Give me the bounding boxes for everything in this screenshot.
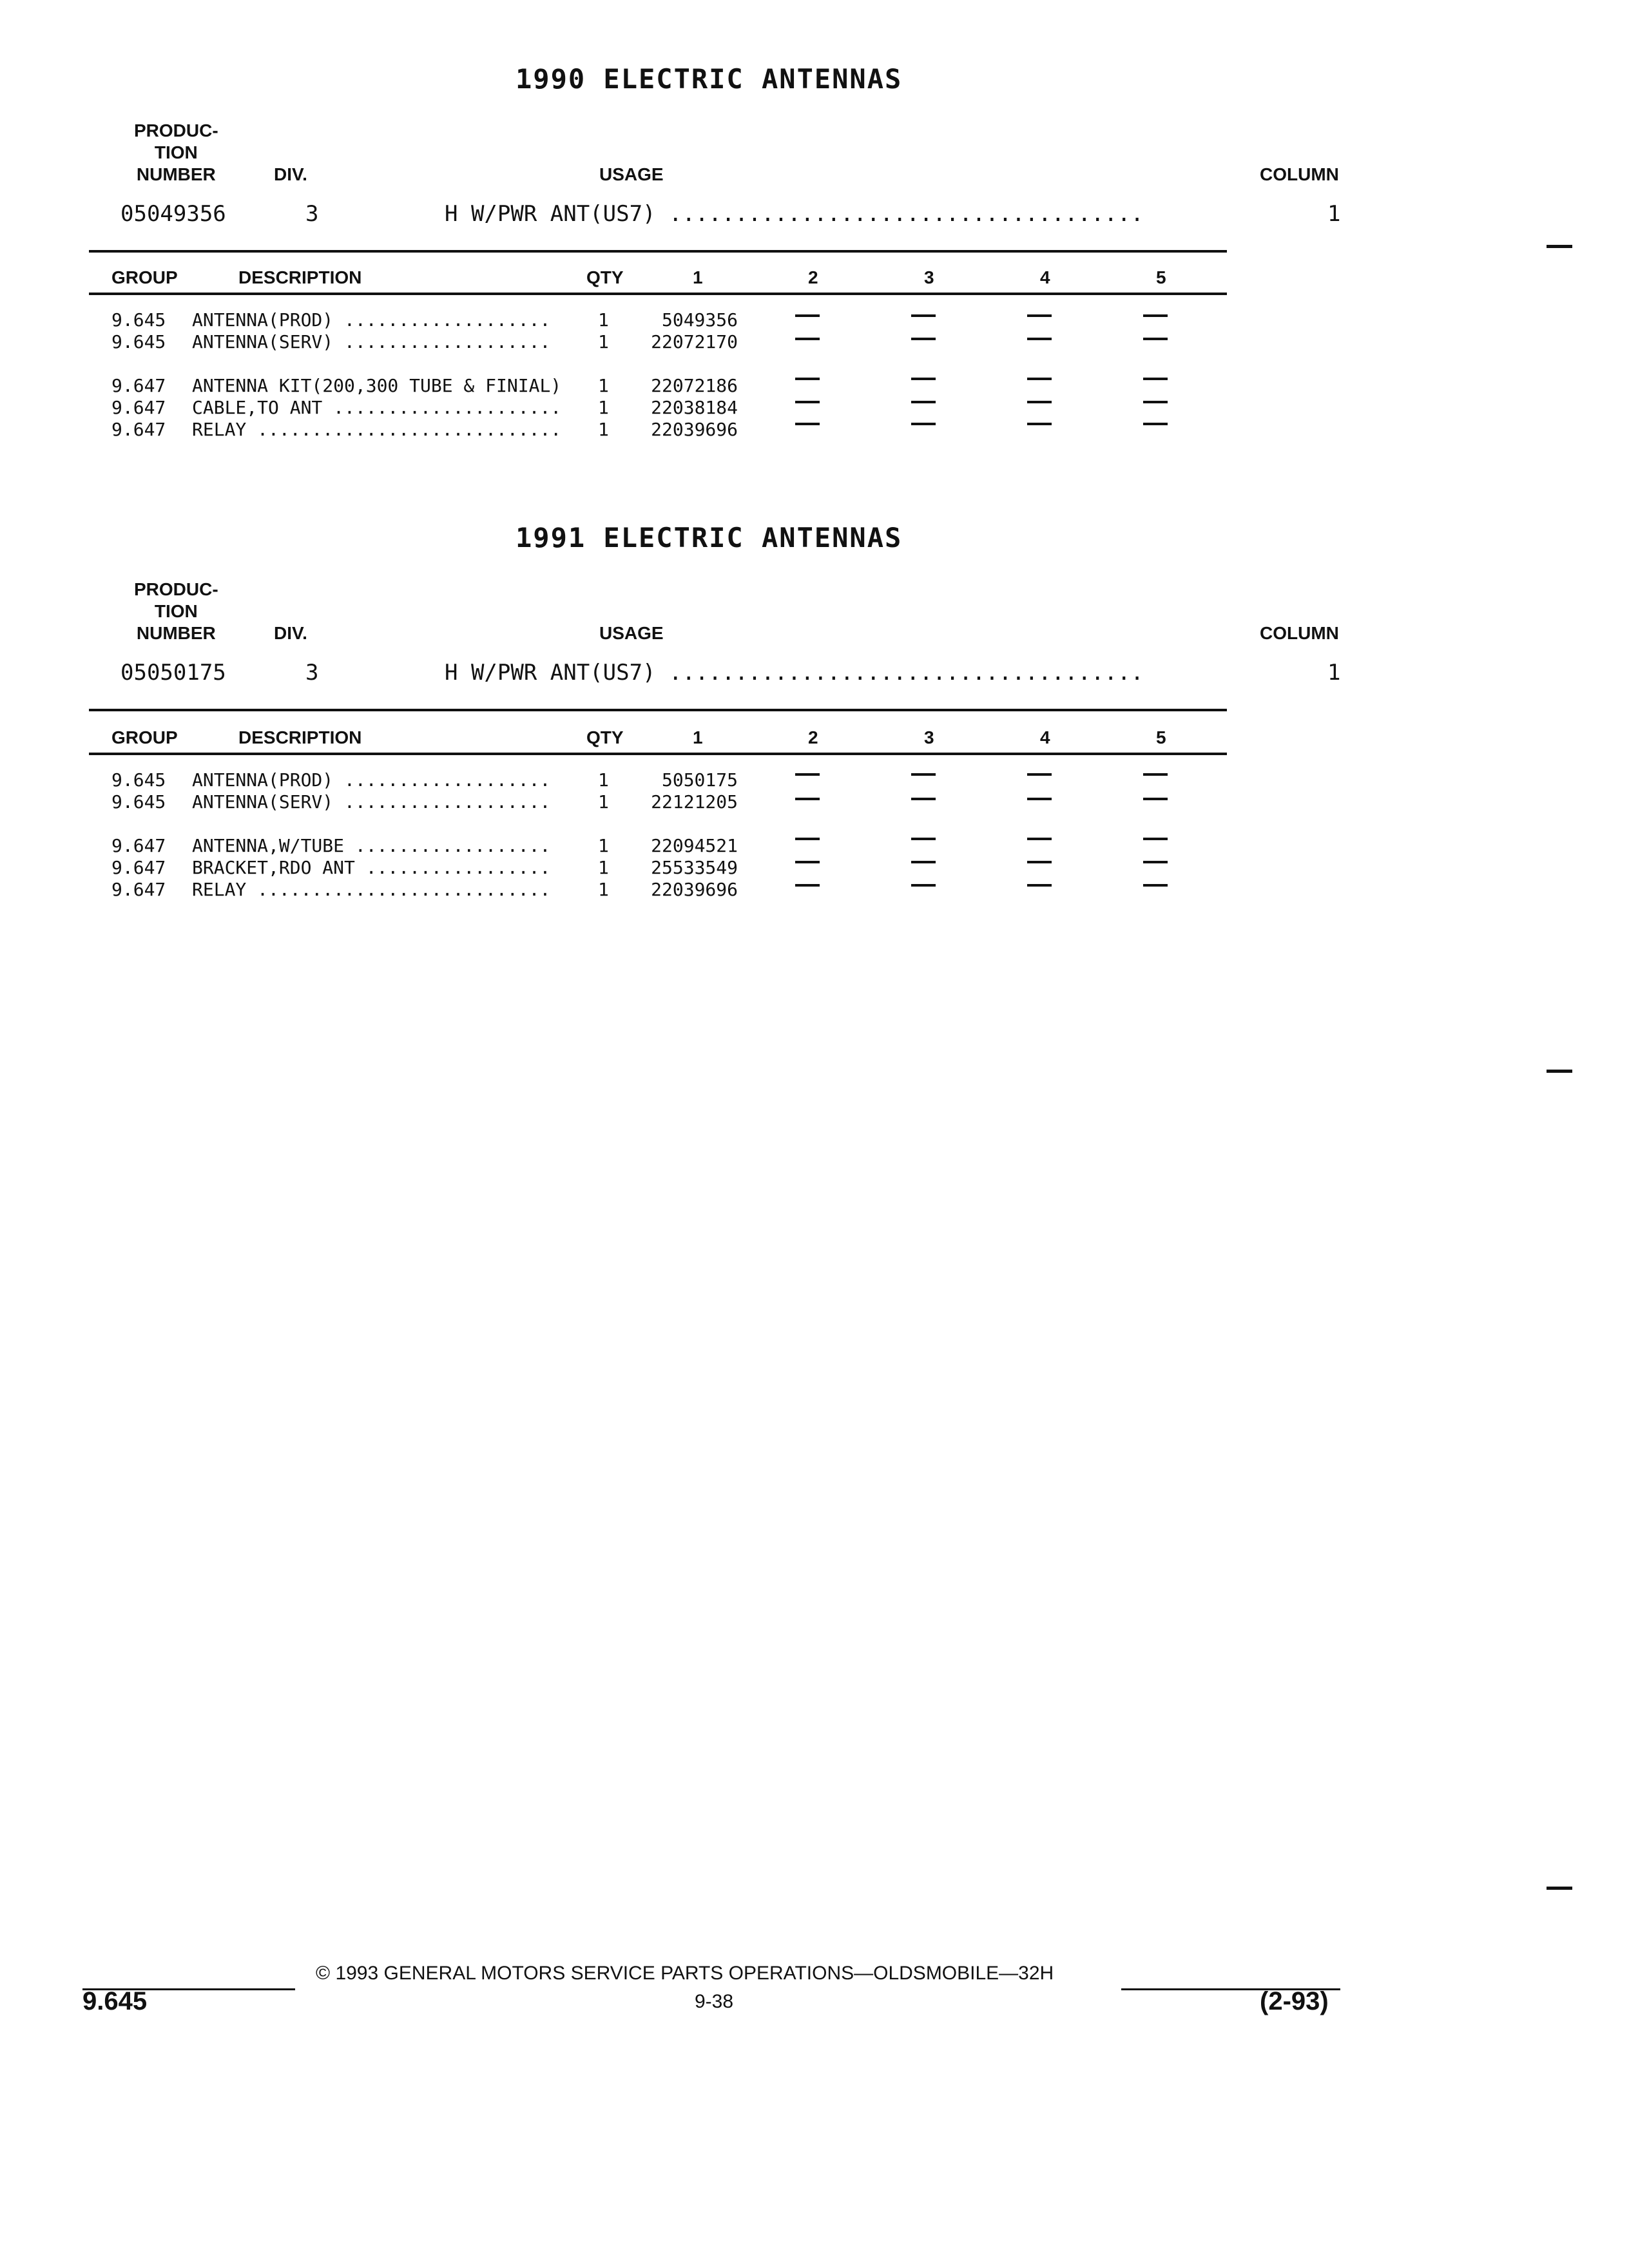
row-col5-dash [1143,798,1168,800]
row-col3-dash [911,401,936,403]
column-label: COLUMN [1260,623,1339,643]
row-group: 9.645 [111,331,166,352]
table-header-col2: 2 [808,727,818,747]
row-part-number: 22038184 [651,397,738,418]
table-header-rule [89,293,1227,295]
row-description: BRACKET,RDO ANT ................. [192,857,551,878]
row-col5-dash [1143,773,1168,776]
footer-page-number: 9-38 [695,1991,734,2012]
row-group: 9.647 [111,375,166,396]
row-col4-dash [1027,773,1052,776]
row-col5-dash [1143,338,1168,340]
row-col5-dash [1143,423,1168,425]
section-title: 1991 ELECTRIC ANTENNAS [516,522,903,553]
production-number-label: PRODUC- TION NUMBER [134,120,218,184]
row-description: ANTENNA(SERV) ................... [192,331,551,352]
table-top-rule [89,709,1227,711]
footer-date-code: (2-93) [1260,1987,1329,2015]
row-col3-dash [911,838,936,840]
row-col2-dash [795,838,820,840]
div-label: DIV. [274,164,307,184]
row-col4-dash [1027,378,1052,380]
row-qty: 1 [598,309,609,331]
production-column: 1 [1327,201,1341,227]
row-qty: 1 [598,375,609,396]
section-title: 1990 ELECTRIC ANTENNAS [516,63,903,95]
row-col5-dash [1143,314,1168,317]
row-qty: 1 [598,835,609,856]
row-col5-dash [1143,401,1168,403]
row-col5-dash [1143,884,1168,887]
row-part-number: 22072186 [651,375,738,396]
row-col4-dash [1027,798,1052,800]
row-description: RELAY ........................... [192,879,551,900]
table-header-col4: 4 [1040,267,1050,287]
table-header-description: DESCRIPTION [238,267,362,287]
footer-copyright: © 1993 GENERAL MOTORS SERVICE PARTS OPERATIONS—OLDSMOBILE—32H [316,1963,1054,1984]
row-description: CABLE,TO ANT ..................... [192,397,562,418]
row-col2-dash [795,423,820,425]
row-part-number: 22072170 [651,331,738,352]
row-part-number: 22121205 [651,791,738,812]
row-group: 9.645 [111,769,166,791]
row-col2-dash [795,884,820,887]
table-header-col5: 5 [1156,267,1166,287]
production-div: 3 [305,660,319,686]
row-col4-dash [1027,861,1052,863]
row-col4-dash [1027,423,1052,425]
row-group: 9.647 [111,879,166,900]
table-header-col5: 5 [1156,727,1166,747]
table-top-rule [89,250,1227,253]
table-header-qty: QTY [586,267,624,287]
production-number-label: PRODUC- TION NUMBER [134,579,218,643]
div-label: DIV. [274,623,307,643]
row-qty: 1 [598,331,609,352]
row-col2-dash [795,378,820,380]
row-col2-dash [795,314,820,317]
table-header-col2: 2 [808,267,818,287]
row-col4-dash [1027,884,1052,887]
row-part-number: 25533549 [651,857,738,878]
production-number: 05049356 [120,201,226,227]
production-usage: H W/PWR ANT(US7) .................................... [445,660,1144,686]
row-col3-dash [911,798,936,800]
table-header-rule [89,753,1227,755]
row-group: 9.647 [111,857,166,878]
table-header-group: GROUP [111,727,178,747]
row-col2-dash [795,773,820,776]
row-description: ANTENNA,W/TUBE .................. [192,835,551,856]
row-col3-dash [911,314,936,317]
row-description: ANTENNA(PROD) ................... [192,309,551,331]
row-qty: 1 [598,419,609,440]
row-part-number: 22094521 [651,835,738,856]
table-header-col3: 3 [924,267,934,287]
footer-group-number: 9.645 [82,1987,148,2015]
row-col4-dash [1027,401,1052,403]
row-qty: 1 [598,397,609,418]
margin-mark [1547,1887,1572,1890]
row-qty: 1 [598,857,609,878]
margin-mark [1547,245,1572,248]
row-col3-dash [911,423,936,425]
row-col2-dash [795,338,820,340]
table-header-col4: 4 [1040,727,1050,747]
row-col3-dash [911,773,936,776]
row-col4-dash [1027,838,1052,840]
row-col2-dash [795,861,820,863]
row-col5-dash [1143,378,1168,380]
row-col4-dash [1027,314,1052,317]
row-group: 9.647 [111,419,166,440]
row-description: ANTENNA(PROD) ................... [192,769,551,791]
row-col5-dash [1143,838,1168,840]
row-qty: 1 [598,879,609,900]
production-usage: H W/PWR ANT(US7) .................................... [445,201,1144,227]
table-header-description: DESCRIPTION [238,727,362,747]
row-group: 9.645 [111,791,166,812]
usage-label: USAGE [599,164,664,184]
table-header-col3: 3 [924,727,934,747]
row-description: ANTENNA KIT(200,300 TUBE & FINIAL) [192,375,562,396]
row-col5-dash [1143,861,1168,863]
row-description: RELAY ............................ [192,419,562,440]
column-label: COLUMN [1260,164,1339,184]
row-col3-dash [911,338,936,340]
row-col2-dash [795,798,820,800]
table-header-col1: 1 [693,727,703,747]
table-header-group: GROUP [111,267,178,287]
row-col3-dash [911,378,936,380]
row-qty: 1 [598,791,609,812]
row-group: 9.647 [111,397,166,418]
row-col3-dash [911,884,936,887]
production-column: 1 [1327,660,1341,686]
row-description: ANTENNA(SERV) ................... [192,791,551,812]
row-col2-dash [795,401,820,403]
row-group: 9.647 [111,835,166,856]
production-number: 05050175 [120,660,226,686]
row-qty: 1 [598,769,609,791]
margin-mark [1547,1070,1572,1073]
production-div: 3 [305,201,319,227]
table-header-col1: 1 [693,267,703,287]
row-part-number: 22039696 [651,879,738,900]
usage-label: USAGE [599,623,664,643]
row-col3-dash [911,861,936,863]
row-part-number: 22039696 [651,419,738,440]
row-col4-dash [1027,338,1052,340]
row-group: 9.645 [111,309,166,331]
table-header-qty: QTY [586,727,624,747]
row-part-number: 5050175 [661,769,738,791]
row-part-number: 5049356 [661,309,738,331]
